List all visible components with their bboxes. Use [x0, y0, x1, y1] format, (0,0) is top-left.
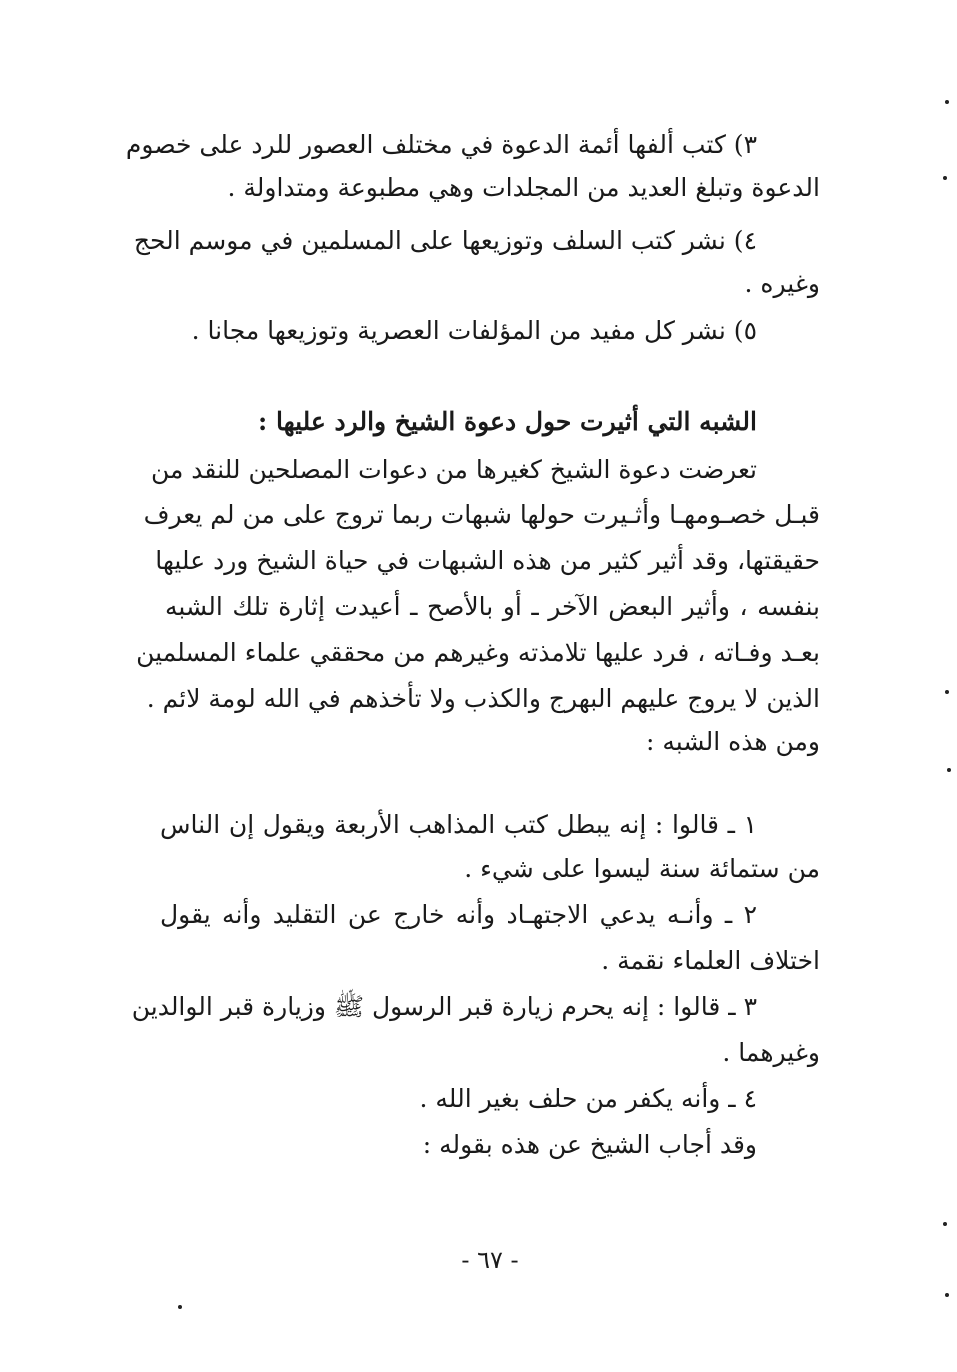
intro-item-4-line-2: وغيره . [744, 269, 820, 298]
paragraph-line-6: الذين لا يروج عليهم البهرج والكذب ولا تأخذهم في الله لومة لائم . [146, 684, 820, 713]
claim-4: ٤ ـ وأنه يكفر من حلف بغير الله . [419, 1084, 757, 1113]
page-number: - ٦٧ - [461, 1246, 519, 1274]
scan-speck [945, 1293, 949, 1297]
claim-2-line-2: اختلاف العلماء نقمة . [601, 946, 820, 975]
claim-1-line-2: من ستمائة سنة ليسوا على شيء . [464, 854, 820, 883]
paragraph-line-3: حقيقتها، وقد أثير كثير من هذه الشبهات في حياة الشيخ ورد عليها [155, 546, 820, 575]
scan-speck [945, 100, 949, 104]
intro-item-3-line-2: الدعوة وتبلغ العديد من المجلدات وهي مطبوعة ومتداولة . [227, 173, 820, 202]
paragraph-line-4: بنفسه ، وأثير البعض الآخر ـ أو بالأصح ـ أعيدت إثارة تلك الشبه [165, 592, 820, 621]
intro-item-3-line-1: ٣) كتب ألفها أئمة الدعوة في مختلف العصور للرد على خصوم [125, 130, 757, 159]
scan-speck [943, 1222, 947, 1226]
section-heading: الشبه التي أثيرت حول دعوة الشيخ والرد عليها : [258, 407, 757, 436]
claim-3-line-1: ٣ ـ قالوا : إنه يحرم زيارة قبر الرسول ﷺ وزيارة قبر الوالدين [131, 992, 757, 1021]
claim-3-line-2: وغيرهما . [722, 1038, 820, 1067]
claim-1-line-1: ١ ـ قالوا : إنه يبطل كتب المذاهب الأربعة ويقول إن الناس [160, 810, 757, 839]
answer-intro: وقد أجاب الشيخ عن هذه بقوله : [422, 1130, 757, 1159]
scan-speck [947, 768, 951, 772]
paragraph-line-2: قبـل خصـومهـا وأثـيرت حولها شبهات ربما تروج على من لم يعرف [143, 500, 820, 529]
scan-speck [945, 690, 949, 694]
paragraph-line-7: ومن هذه الشبه : [646, 727, 820, 756]
intro-item-5: ٥) نشر كل مفيد من المؤلفات العصرية وتوزيعها مجانا . [191, 316, 757, 345]
claim-2-line-1: ٢ ـ وأنـه يدعي الاجتهـاد وأنه خارج عن التقليد وأنه يقول [160, 900, 757, 929]
paragraph-line-1: تعرضت دعوة الشيخ كغيرها من دعوات المصلحين للنقد من [150, 455, 757, 484]
intro-item-4-line-1: ٤) نشر كتب السلف وتوزيعها على المسلمين في موسم الحج [133, 226, 757, 255]
scan-speck [178, 1305, 182, 1309]
paragraph-line-5: بعـد وفـاته ، فرد عليها تلامذته وغيرهم من محققي علماء المسلمين [136, 638, 820, 667]
scan-speck [943, 176, 947, 180]
